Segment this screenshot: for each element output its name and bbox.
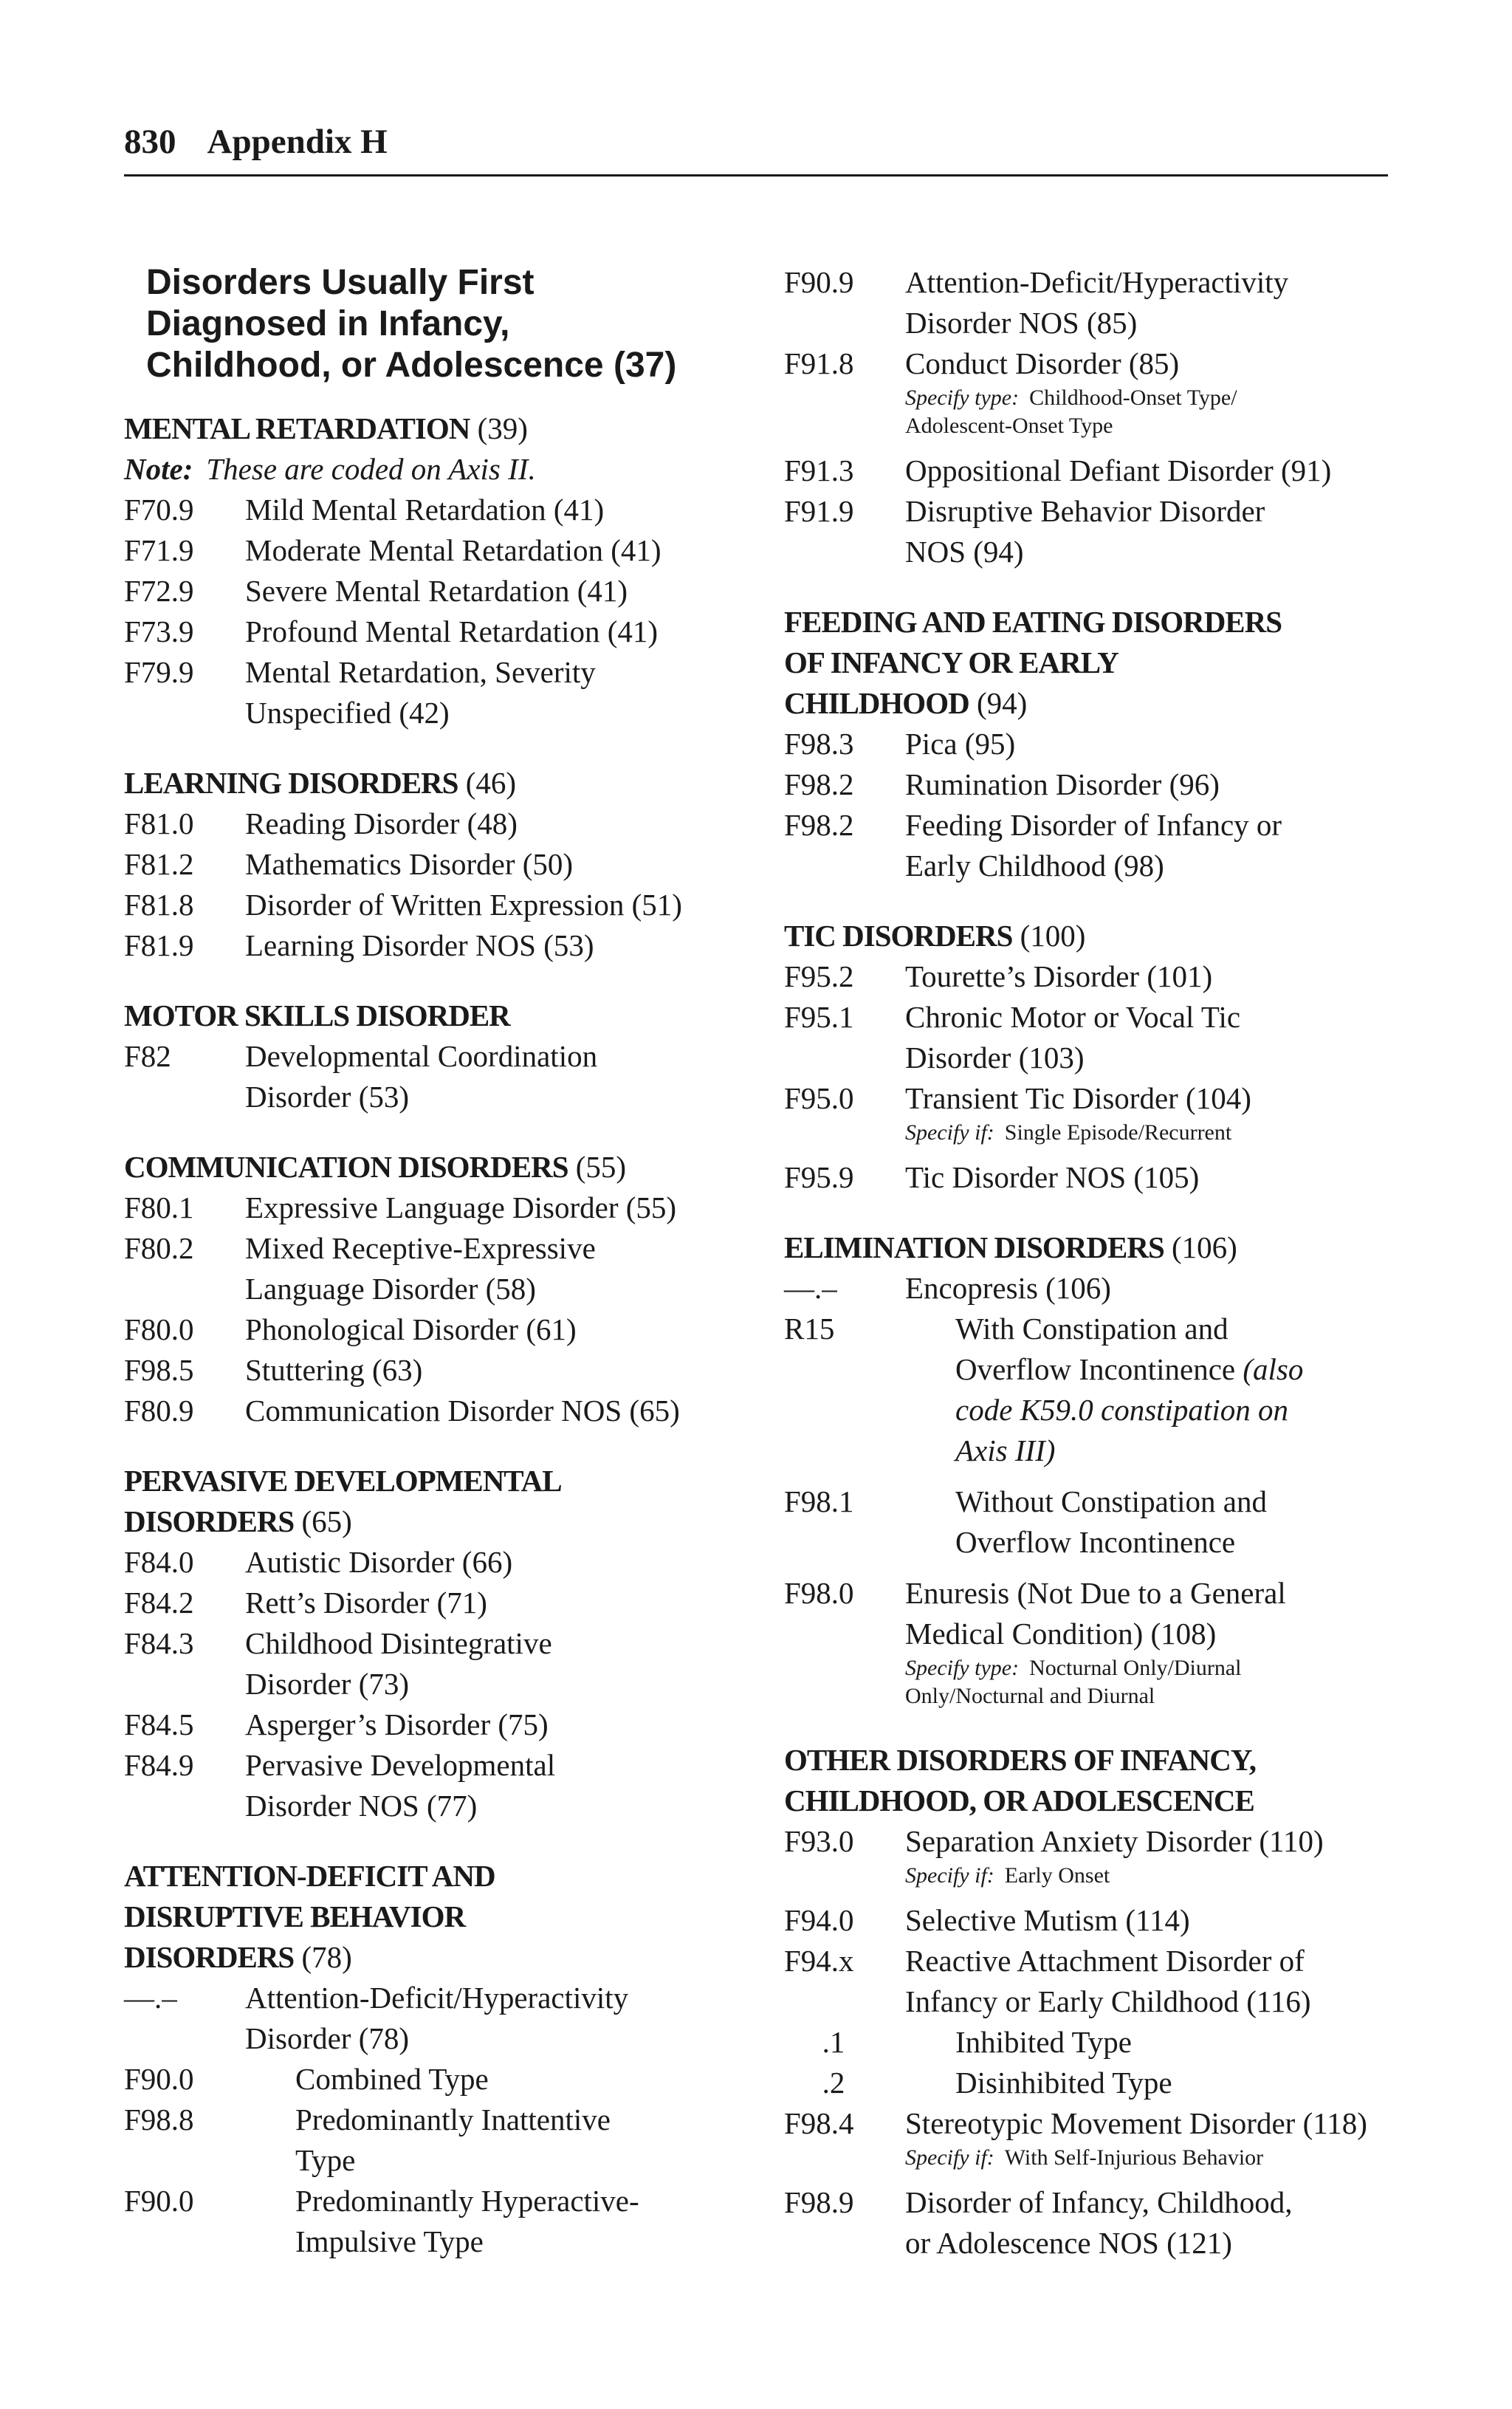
entry-row: —.– Encopresis (106) bbox=[784, 1271, 1111, 1305]
entry-row: F73.9 Profound Mental Retardation (41) bbox=[124, 614, 659, 648]
section-heading: FEEDING AND EATING DISORDERS OF INFANCY OR EARLY CHILDHOOD (94) bbox=[784, 605, 1282, 720]
entry-row: F81.9 Learning Disorder NOS (53) bbox=[124, 928, 594, 962]
entry-row: F81.0 Reading Disorder (48) bbox=[124, 806, 518, 840]
entry-row: F90.9 Attention-Deficit/Hyperactivity Disorder NOS (85) bbox=[784, 265, 1289, 340]
entry-row: F98.8 Predominantly Inattentive Type bbox=[124, 2103, 611, 2177]
entry-row: F94.0 Selective Mutism (114) bbox=[784, 1903, 1190, 1937]
tic-disorders-section bbox=[784, 916, 1449, 1198]
entry-row: F84.9 Pervasive Developmental Disorder NOS (77) bbox=[124, 1748, 556, 1823]
section-heading: COMMUNICATION DISORDERS (55) bbox=[124, 1150, 627, 1184]
section-heading: PERVASIVE DEVELOPMENTAL DISORDERS (65) bbox=[124, 1464, 562, 1538]
specifier: Specify if: Early Onset bbox=[905, 1863, 1110, 1888]
entry-row: F82 Developmental Coordination Disorder (53) bbox=[124, 1039, 598, 1114]
feeding-eating-section bbox=[784, 602, 1449, 886]
entry-row: .2 Disinhibited Type bbox=[822, 2066, 1172, 2100]
entry-row: F98.2 Rumination Disorder (96) bbox=[784, 767, 1220, 801]
entry-row: R15 With Constipation and Overflow Incontinence (also code K59.0 constipation on Axis III) bbox=[784, 1312, 1304, 1467]
note: Note: These are coded on Axis II. bbox=[124, 452, 536, 486]
entry-row: F84.0 Autistic Disorder (66) bbox=[124, 1545, 513, 1579]
entry-row: F91.8 Conduct Disorder (85) bbox=[784, 346, 1180, 380]
section-heading: ATTENTION-DEFICIT AND DISRUPTIVE BEHAVIOR DISORDERS (78) bbox=[124, 1859, 495, 1974]
page-header bbox=[124, 118, 1388, 177]
specifier: Specify type: Childhood-Onset Type/ Adolescent-Onset Type bbox=[905, 385, 1237, 438]
section-title: Disorders Usually First Diagnosed in Infancy, Childhood, or Adolescence (37) bbox=[146, 263, 677, 385]
entry-row: F80.2 Mixed Receptive-Expressive Language Disorder (58) bbox=[124, 1231, 596, 1306]
entry-row: F91.9 Disruptive Behavior Disorder NOS (94) bbox=[784, 494, 1265, 569]
section-heading: ELIMINATION DISORDERS (106) bbox=[784, 1230, 1237, 1264]
specifier: Specify if: With Self-Injurious Behavior bbox=[905, 2145, 1264, 2170]
entry-row: F98.3 Pica (95) bbox=[784, 727, 1016, 761]
right-column bbox=[784, 262, 1449, 2264]
entry-row: F84.5 Asperger’s Disorder (75) bbox=[124, 1707, 549, 1741]
entry-row: F98.5 Stuttering (63) bbox=[124, 1353, 423, 1387]
running-title: Appendix H bbox=[207, 123, 388, 161]
entry-row: F84.3 Childhood Disintegrative Disorder (73) bbox=[124, 1626, 552, 1701]
section-heading: TIC DISORDERS (100) bbox=[784, 919, 1086, 953]
entry-row: —.– Attention-Deficit/Hyperactivity Disorder (78) bbox=[124, 1981, 629, 2055]
entry-row: F81.8 Disorder of Written Expression (51) bbox=[124, 888, 682, 922]
adhd-continued-section bbox=[784, 262, 1449, 572]
section-heading: OTHER DISORDERS OF INFANCY, CHILDHOOD, OR ADOLESCENCE bbox=[784, 1743, 1256, 1817]
page-number: 830 bbox=[124, 123, 176, 161]
entry-row: F95.0 Transient Tic Disorder (104) bbox=[784, 1081, 1251, 1115]
mental-retardation-section bbox=[124, 408, 774, 733]
entry-row: F93.0 Separation Anxiety Disorder (110) bbox=[784, 1824, 1324, 1858]
entry-row: F95.1 Chronic Motor or Vocal Tic Disorder (103) bbox=[784, 1000, 1241, 1075]
entry-row: F72.9 Severe Mental Retardation (41) bbox=[124, 574, 628, 608]
entry-row: F80.1 Expressive Language Disorder (55) bbox=[124, 1190, 677, 1224]
elimination-disorders-section bbox=[784, 1227, 1449, 1710]
entry-row: F84.2 Rett’s Disorder (71) bbox=[124, 1586, 487, 1620]
entry-row: F79.9 Mental Retardation, Severity Unspecified (42) bbox=[124, 655, 596, 730]
running-head bbox=[124, 118, 1388, 165]
specifier: Specify if: Single Episode/Recurrent bbox=[905, 1120, 1232, 1145]
entry-row: F70.9 Mild Mental Retardation (41) bbox=[124, 493, 605, 527]
section-heading: MENTAL RETARDATION (39) bbox=[124, 411, 528, 445]
entry-row: F90.0 Predominantly Hyperactive- Impulsive Type bbox=[124, 2184, 639, 2258]
section-heading: LEARNING DISORDERS (46) bbox=[124, 766, 517, 800]
entry-row: F91.3 Oppositional Defiant Disorder (91) bbox=[784, 453, 1332, 487]
specifier: Specify type: Nocturnal Only/Diurnal Only/Nocturnal and Diurnal bbox=[905, 1656, 1242, 1708]
header-rule bbox=[124, 174, 1388, 177]
entry-row: F81.2 Mathematics Disorder (50) bbox=[124, 847, 574, 881]
entry-row: F98.1 Without Constipation and Overflow Incontinence bbox=[784, 1484, 1267, 1559]
motor-skills-section bbox=[124, 996, 774, 1117]
entry-row: F98.9 Disorder of Infancy, Childhood, or Adolescence NOS (121) bbox=[784, 2185, 1293, 2260]
entry-row: .1 Inhibited Type bbox=[822, 2025, 1132, 2059]
other-disorders-section bbox=[784, 1740, 1449, 2264]
entry-row: F95.2 Tourette’s Disorder (101) bbox=[784, 959, 1213, 993]
section-heading: MOTOR SKILLS DISORDER bbox=[124, 998, 510, 1032]
entry-row: F98.4 Stereotypic Movement Disorder (118) bbox=[784, 2106, 1367, 2140]
entry-row: F98.2 Feeding Disorder of Infancy or Early Childhood (98) bbox=[784, 808, 1282, 883]
entry-row: F71.9 Moderate Mental Retardation (41) bbox=[124, 533, 662, 567]
entry-row: F80.9 Communication Disorder NOS (65) bbox=[124, 1394, 680, 1428]
adhd-disruptive-section bbox=[124, 1856, 774, 2262]
entry-row: F95.9 Tic Disorder NOS (105) bbox=[784, 1160, 1200, 1194]
left-column bbox=[124, 262, 774, 2262]
communication-disorders-section bbox=[124, 1147, 774, 1431]
entry-row: F94.x Reactive Attachment Disorder of Infancy or Early Childhood (116) bbox=[784, 1944, 1311, 2018]
pervasive-developmental-section bbox=[124, 1461, 774, 1826]
entry-row: F80.0 Phonological Disorder (61) bbox=[124, 1312, 577, 1346]
learning-disorders-section bbox=[124, 763, 774, 966]
entry-row: F98.0 Enuresis (Not Due to a General Medical Condition) (108) bbox=[784, 1576, 1286, 1651]
entry-row: F90.0 Combined Type bbox=[124, 2062, 489, 2096]
